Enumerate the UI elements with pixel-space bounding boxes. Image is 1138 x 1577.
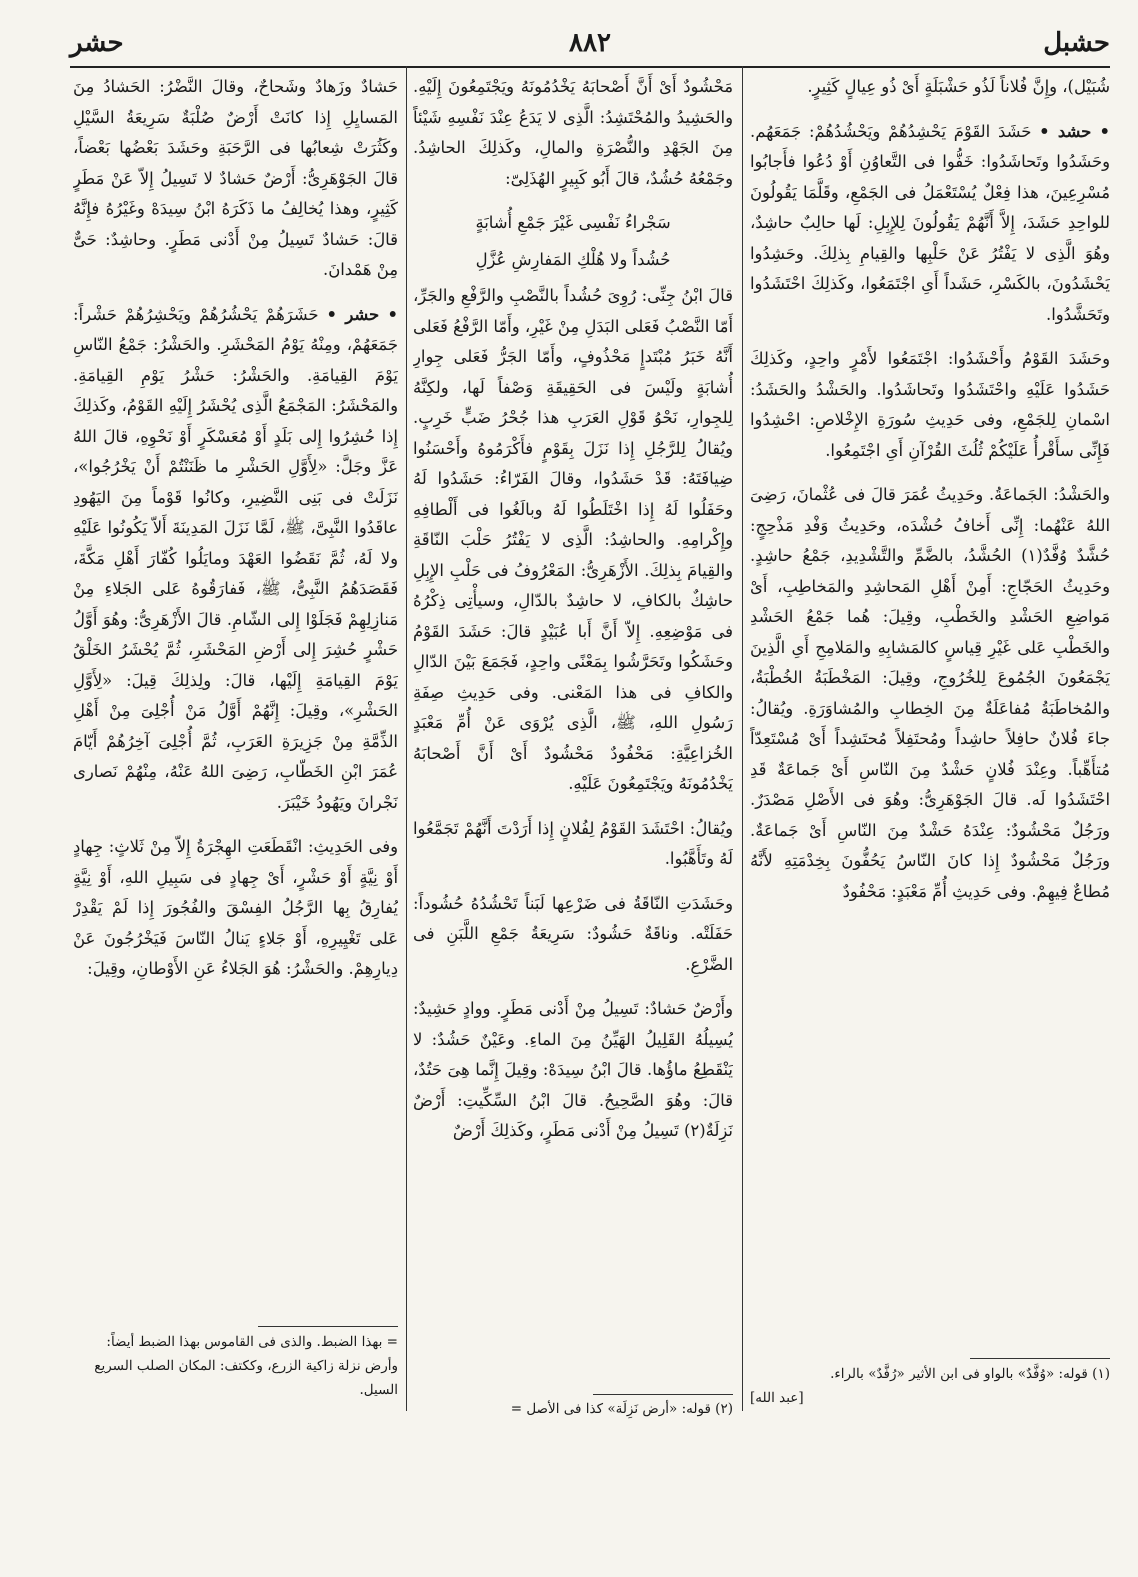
paragraph: • حشر • حَشَرَهُمْ يَحْشُرُهُمْ ويَحْشِرُهُمْ حَشْراً: جَمَعَهُمْ، ومِنْهُ يَوْمُ المَحْشَرِ. والحَشْرُ: جَمْعُ النّاسِ يَوْمَ القِيامَةِ. والحَشْرُ: حَشْرُ يَوْمِ القِيامَةِ. والمَحْشَرُ: المَجْمَعُ الَّذِى يُحْشَرُ إِلَيْهِ القَوْمُ، وكَذلِكَ إِذا حُشِرُوا إِلى بَلَدٍ أَوْ مُعَسْكَرٍ أَوْ نَحْوِهِ، قالَ اللهُ عَزَّ وجَلَّ: «لِأَوَّلِ الحَشْرِ ما ظَنَنْتُمْ أَنْ يَخْرُجُوا»، نَزَلَتْ فى بَنِى النَّضِيرِ، وكانُوا قَوْماً مِنَ اليَهُودِ عاقَدُوا النَّبِىَّ، ﷺ، لَمَّا نَزَلَ المَدِينَةَ أَلاّ يَكُونُوا عَلَيْهِ ولا لَهُ، ثُمَّ نَقَضُوا العَهْدَ ومايَلُوا كُفّارَ أَهْلِ مَكَّةَ، فَقَصَدَهُمُ النَّبِىُّ، ﷺ، فَفارَقُوهُ عَلى الجَلاءِ مِنْ مَنازِلِهِمْ فَجَلَوْا إِلى الشّامِ. قالَ الأَزْهَرِىُّ: وهُوَ أَوَّلُ حَشْرٍ حُشِرَ إِلى أَرْضِ المَحْشَرِ، ثُمَّ يُحْشَرُ الخَلْقُ يَوْمَ القِيامَةِ إِلَيْها، قالَ: ولِذلِكَ قِيلَ: «لِأَوَّلِ الحَشْرِ»، وقِيلَ: إِنَّهُمْ أَوَّلُ مَنْ أُجْلِىَ مِنْ أَهْلِ الذِّمَّةِ مِنْ جَزِيرَةِ العَرَبِ، ثُمَّ أُجْلِىَ آخِرُهُمْ أَيّامَ عُمَرَ ابْنِ الخَطّابِ، رَضِىَ اللهُ عَنْهُ، مِنْهُمْ نَصارى نَجْرانَ ويَهُودُ خَيْبَرَ. [73,304,398,812]
verse-line: حُشُداً ولا هُلْكِ المَفارِشِ عُزَّلِ [475,249,671,269]
paragraph: حَشادٌ وزَهادٌ وشَحاحٌ، وقالَ النَّضْرُ: الحَشادُ مِنَ المَسايِلِ إِذا كانَتْ أَرْضٌ صُلْبَةٌ سَرِيعَةُ السَّيْلِ وكَثُرَتْ شِعابُها فى الرَّحَبَةِ وحَشَدَ بَعْضُها بَعْضاً، قالَ الجَوْهَرِىُّ: أَرْضٌ حَشادٌ لا تَسِيلُ إِلاّ عَنْ مَطَرٍ كَثِيرٍ، وهذا يُخالِفُ ما ذَكَرَهُ ابْنُ سِيدَهْ وغَيْرُهُ فإِنَّهُ قالَ: حَشادٌ تَسِيلُ مِنْ أَدْنى مَطَرٍ. وحاشِدٌ: حَىٌّ مِنْ هَمْدانَ. [73,77,398,279]
paragraph: وأَرْضٌ حَشادٌ: تَسِيلُ مِنْ أَدْنى مَطَرٍ. ووادٍ حَشِيدٌ: يُسِيلُهُ القَلِيلُ الهَيِّنُ مِنَ الماءِ. وعَيْنٌ حَشُدٌ: لا يَنْقَطِعُ ماؤُها. قالَ ابْنُ سِيدَهْ: وقِيلَ إِنَّما هِىَ حَتُدٌ، قالَ: وهُوَ الصَّحِيحُ. قالَ ابْنُ السِّكِّيتِ: أَرْضٌ نَزِلَةٌ(٢) تَسِيلُ مِنْ أَدْنى مَطَرٍ، وكَذلِكَ أَرْضٌ [413,999,733,1140]
paragraph: قالَ ابْنُ جِنِّى: رُوِىَ حُشُداً بالنَّصْبِ والرَّفْعِ والجَرِّ، أَمّا النَّصْبُ فَعَلى البَدَلِ مِنْ غَيْرِ، وأَمّا الرَّفْعُ فَعَلى أَنَّهُ خَبَرُ مُبْتَدإٍ مَحْذُوفٍ، وأَمّا الجَرُّ فَعَلى جِوارِ أُشابَةٍ ولَيْسَ فى الحَقِيقَةِ وَصْفاً لَها، ولكِنَّهُ لِلجِوارِ، نَحْوُ قَوْلِ العَرَبِ هذا جُحْرُ ضَبٍّ خَرِبٍ. ويُقالُ لِلرَّجُلِ إِذا نَزَلَ بِقَوْمٍ فأَكْرَمُوهُ وأَحْسَنُوا ضِيافَتَهُ: قَدْ حَشَدُوا، وقالَ الفَرّاءُ: حَشَدُوا لَهُ وحَفَلُوا لَهُ إِذا اخْتَلَطُوا لَهُ وبالَغُوا فى أَلْطافِهِ وإِكْرامِهِ. والحاشِدُ: الَّذِى لا يَفْتُرُ حَلْبَ النّاقَةِ والقِيامَ بِذلِكَ. الأَزْهَرِىُّ: المَعْرُوفُ فى حَلْبِ الإِبِلِ حاشِكٌ بالكافِ، لا حاشِدٌ بالدّالِ، وسيأْتِى ذِكْرُهُ فى مَوْضِعِهِ. إِلاّ أَنَّ أَبا عُبَيْدٍ قالَ: حَشَدَ القَوْمُ وحَشَكُوا وتَحَرَّشُوا بِمَعْنًى واحِدٍ، فَجَمَعَ بَيْنَ الدّالِ والكافِ فى هذا المَعْنى. وفى حَدِيثِ صِفَةِ رَسُولِ اللهِ، ﷺ، الَّذِى يُرْوَى عَنْ أُمِّ مَعْبَدٍ الخُزاعِيَّةِ: مَحْفُودٌ مَحْشُودٌ أَىْ أَنَّ أَصْحابَهُ يَخْدُمُونَهُ ويَجْتَمِعُونَ عَلَيْهِ. [413,286,733,793]
footnote-left: = بهذا الضبط. والذى فى القاموس بهذا الضبط أيضاً: وأرض نزلة زاكية الزرع، وككتف: المكان الصلب السريع السيل. [94,1334,398,1398]
paragraph: وحَشَدَتِ النّاقَةُ فى ضَرْعِها لَبَناً تَحْشُدُهُ حُشُوداً: حَفَلَتْه. وناقَةٌ حَشُودٌ: سَرِيعَةُ جَمْعِ اللَّبَنِ فى الضَّرْعِ. [413,893,733,974]
header-headword-left: حشر [70,28,124,58]
footnote-rule [593,1394,733,1395]
header-rule [70,66,1110,68]
paragraph: وحَشَدَ القَوْمُ وأَحْشَدُوا: اجْتَمَعُوا لأَمْرٍ واحِدٍ، وكَذلِكَ حَشَدُوا عَلَيْهِ واحْتَشَدُوا وتَحاشَدُوا. والحَشْدُ والحَشَدُ: اسْمانِ لِلجَمْعِ، وفى حَدِيثِ سُورَةِ الإِخْلاصِ: احْشِدُوا فَإِنِّى سأَقْرأُ عَلَيْكُمْ ثُلُثَ القُرْآنِ أَىِ اجْتَمِعُوا. [750,349,1110,460]
paragraph: ويُقالُ: احْتَشَدَ القَوْمُ لِفُلانٍ إِذا أَرَدْتَ أَنَّهُمْ تَجَمَّعُوا لَهُ وتَأَهَّبُوا. [413,818,733,868]
column-divider [406,66,407,1411]
header-headword-right: حشبل [1043,28,1110,58]
left-column [73,72,398,1427]
page-header [70,28,1110,64]
footnote-signature: [عبد الله] [750,1390,804,1406]
footnote-rule [258,1326,398,1327]
paragraph: شُبَيْل)، وإِنَّ فُلاناً لَذُو حَشْبَلَةٍ أَىْ ذُو عِيالٍ كَثِيرٍ. [807,77,1110,96]
footnote-rule [970,1358,1110,1359]
paragraph: • حشد • حَشَدَ القَوْمَ يَحْشِدُهُمْ ويَحْشُدُهُمْ: جَمَعَهُم. وحَشَدُوا وتَحاشَدُوا: خَفُّوا فى التَّعاوُنِ أَوْ دُعُوا فأَجابُوا مُسْرِعِينَ، هذا فِعْلٌ يُسْتَعْمَلُ فى الجَمْعِ، وقَلَّمَا يَقُولُونَ للواحِدِ حَشَدَ، إِلاَّ أَنَّهُمْ يَقُولُونَ لِلإِبِلِ: لَها حالِبٌ حاشِدٌ، وهُوَ الَّذِى لا يَفْتُرُ عَنْ حَلْبِها والقِيامِ بِذلِكَ. وحَشِدُوا يَحْشَدُونَ، بالكَسْرِ، حَشَداً أَىِ اجْتَمَعُوا، وكَذلِكَ احْتَشَدُوا وتَحَشَّدُوا. [750,121,1110,324]
column-divider [742,66,743,1411]
entry-headword: • حشر • [326,304,398,324]
middle-column [413,72,733,1427]
paragraph: مَحْشُودٌ أَىْ أَنَّ أَصْحابَهُ يَخْدُمُونَهُ ويَجْتَمِعُونَ إِلَيْهِ. والحَشِيدُ والمُحْتَشِدُ: الَّذِى لا يَدَعُ عِنْدَ نَفْسِهِ شَيْئاً مِنَ الجَهْدِ والنُّصْرَةِ والمالِ، وكَذلِكَ الحاشِدُ. وجَمْعُهُ حُشُدٌ، قالَ أَبُو كَبِيرٍ الهُذَلِىّ: [413,77,733,188]
paragraph: وفى الحَدِيثِ: انْقَطَعَتِ الهِجْرَةُ إِلاّ مِنْ ثَلاثٍ: جِهادٍ أَوْ نِيَّةٍ أَوْ حَشْرٍ، أَىْ جِهادٍ فى سَبِيلِ اللهِ، أَوْ نِيَّةٍ يُفارِقُ بِها الرَّجُلُ الفِسْقَ والفُجُورَ إِذا لَمْ يَقْدِرْ عَلى تَغْيِيرِهِ، أَوْ جَلاءٍ يَنالُ النّاسَ فَيَخْرُجُونَ عَنْ دِيارِهِمْ. والحَشْرُ: هُوَ الجَلاءُ عَنِ الأَوْطانِ، وقِيلَ: [73,837,398,978]
verse-line: سَجْراءُ نَفْسِى غَيْرَ جَمْعِ أُشابَةٍ [475,213,671,232]
right-column [750,72,1110,1427]
footnote-middle: (٢) قوله: «أرض نَزِلَة» كذا فى الأصل = [510,1401,733,1417]
entry-headword: • حشد • [1039,121,1110,141]
page-number: ٨٨٢ [569,28,611,58]
footnote-right: (١) قوله: «وُفَّدٌ» بالواو فى ابن الأثير «رُفَّدٌ» بالراء. [عبد الله] [750,1362,1110,1410]
paragraph: والحَشْدُ: الجَماعَةُ. وحَدِيثُ عُمَرَ قالَ فى عُثْمانَ، رَضِىَ اللهُ عَنْهُما: إِنِّى أَخافُ حُشْدَه، وحَدِيثُ وَفْدِ مَذْحِجٍ: حُشَّدٌ وُفَّدٌ(١) الحُشَّدُ، بالضَّمِّ والتَّشْدِيدِ، جَمْعُ حاشِدٍ. وحَدِيثُ الحَجّاجِ: أَمِنْ أَهْلِ المَحاشِدِ والمَخاطِبِ، أَىْ مَواضِعِ الحَشْدِ والخَطْبِ، وقِيلَ: هُما جَمْعُ الحَشْدِ والخَطْبِ عَلى غَيْرِ قِياسٍ كالمَشابِهِ والمَلامِحِ أَىِ الَّذِينَ يَجْمَعُونَ الجُمُوعَ لِلخُرُوجِ، وقِيلَ: المَخْطَبَةُ الخُطْبَةُ، والمُخاطَبَةُ مُفاعَلَةٌ مِنَ الخِطابِ والمُشاوَرَةِ. ويُقالُ: جاءَ فُلانٌ حافِلاً حاشِداً ومُحتَفِلاً مُحتَشِداً أَىْ مُسْتَعِدّاً مُتأَهِّباً. وعِنْدَ فُلانٍ حَشْدٌ مِنَ النّاسِ أَىْ جَماعَةٌ قَدِ احْتَشَدُوا لَه. قالَ الجَوْهَرِىُّ: وهُوَ فى الأَصْلِ مَصْدَرٌ. ورَجُلٌ مَحْشُودٌ: عِنْدَهُ حَشْدٌ مِنَ النّاسِ أَىْ جَماعَةٌ. ورَجُلٌ مَحْشُودٌ إِذا كانَ النّاسُ يَحُفُّونَ بِخِدْمَتِهِ لأَنَّهُ مُطاعٌ فِيهِمْ. وفى حَدِيثِ أُمِّ مَعْبَدٍ: مَحْفُودٌ [750,485,1110,901]
